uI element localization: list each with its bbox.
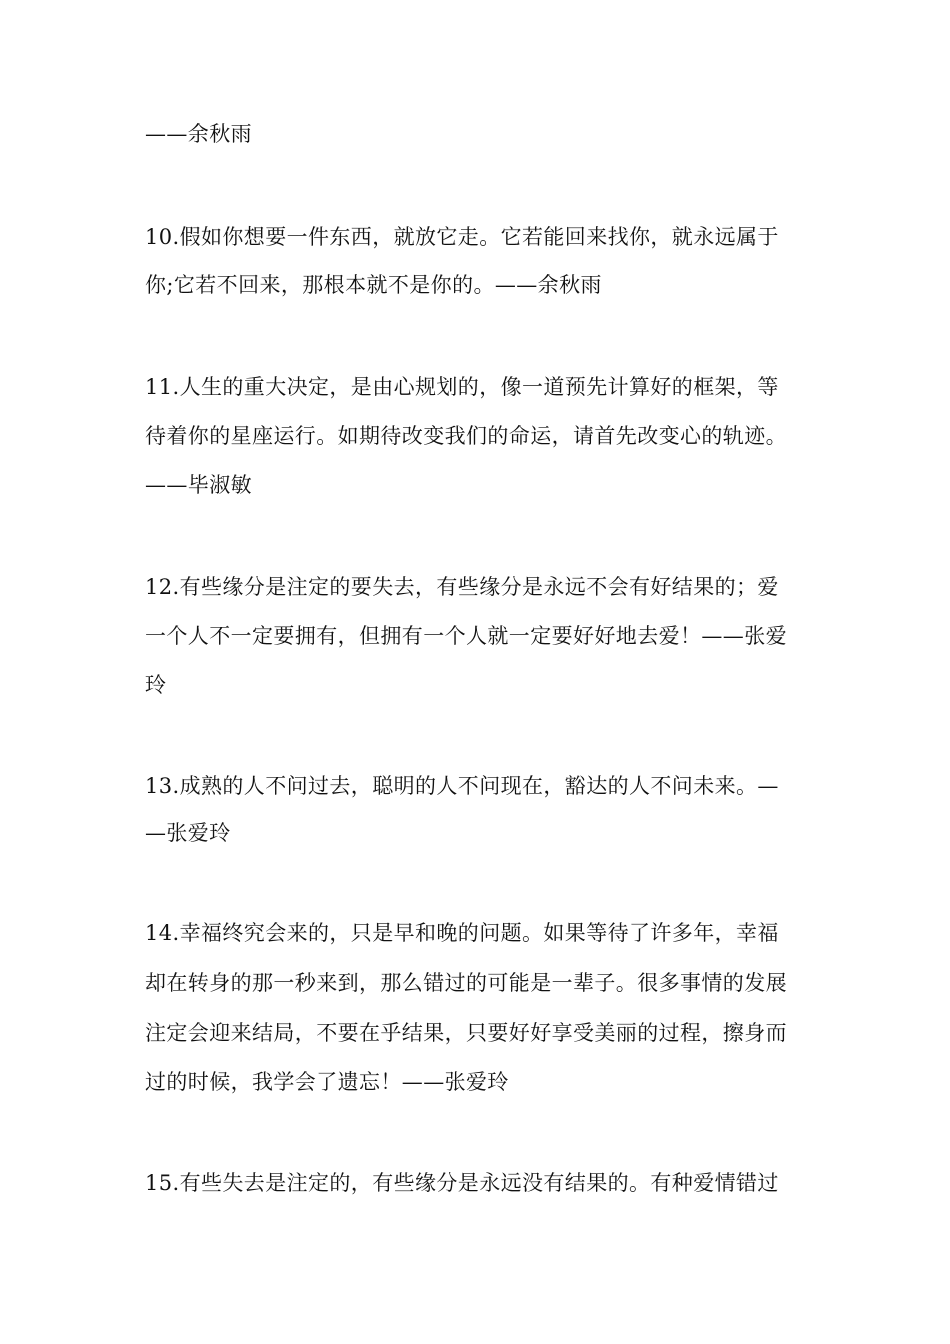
quote-attribution-line: ——余秋雨 bbox=[145, 122, 252, 146]
quote-13-line-2: —张爱玲 bbox=[145, 821, 231, 845]
quote-13-line-1: 13.成熟的人不问过去，聪明的人不问现在，豁达的人不问未来。— bbox=[145, 774, 779, 798]
quote-10-line-2: 你;它若不回来，那根本就不是你的。——余秋雨 bbox=[145, 273, 602, 297]
quote-14-line-4: 过的时候，我学会了遗忘！——张爱玲 bbox=[145, 1070, 509, 1094]
quote-12-line-3: 玲 bbox=[145, 673, 167, 697]
quote-11-line-3: ——毕淑敏 bbox=[145, 473, 252, 497]
quote-14-line-3: 注定会迎来结局，不要在乎结果，只要好好享受美丽的过程，擦身而 bbox=[145, 1021, 787, 1045]
quote-10-line-1: 10.假如你想要一件东西，就放它走。它若能回来找你，就永远属于 bbox=[145, 225, 779, 249]
quote-11-line-1: 11.人生的重大决定，是由心规划的，像一道预先计算好的框架，等 bbox=[145, 375, 779, 399]
quote-12-line-1: 12.有些缘分是注定的要失去，有些缘分是永远不会有好结果的；爱 bbox=[145, 575, 779, 599]
quote-11-line-2: 待着你的星座运行。如期待改变我们的命运，请首先改变心的轨迹。 bbox=[145, 424, 787, 448]
quote-14-line-2: 却在转身的那一秒来到，那么错过的可能是一辈子。很多事情的发展 bbox=[145, 971, 787, 995]
quote-14-line-1: 14.幸福终究会来的，只是早和晚的问题。如果等待了许多年，幸福 bbox=[145, 921, 779, 945]
quote-12-line-2: 一个人不一定要拥有，但拥有一个人就一定要好好地去爱！——张爱 bbox=[145, 624, 787, 648]
quote-15-line-1: 15.有些失去是注定的，有些缘分是永远没有结果的。有种爱情错过 bbox=[145, 1171, 779, 1195]
